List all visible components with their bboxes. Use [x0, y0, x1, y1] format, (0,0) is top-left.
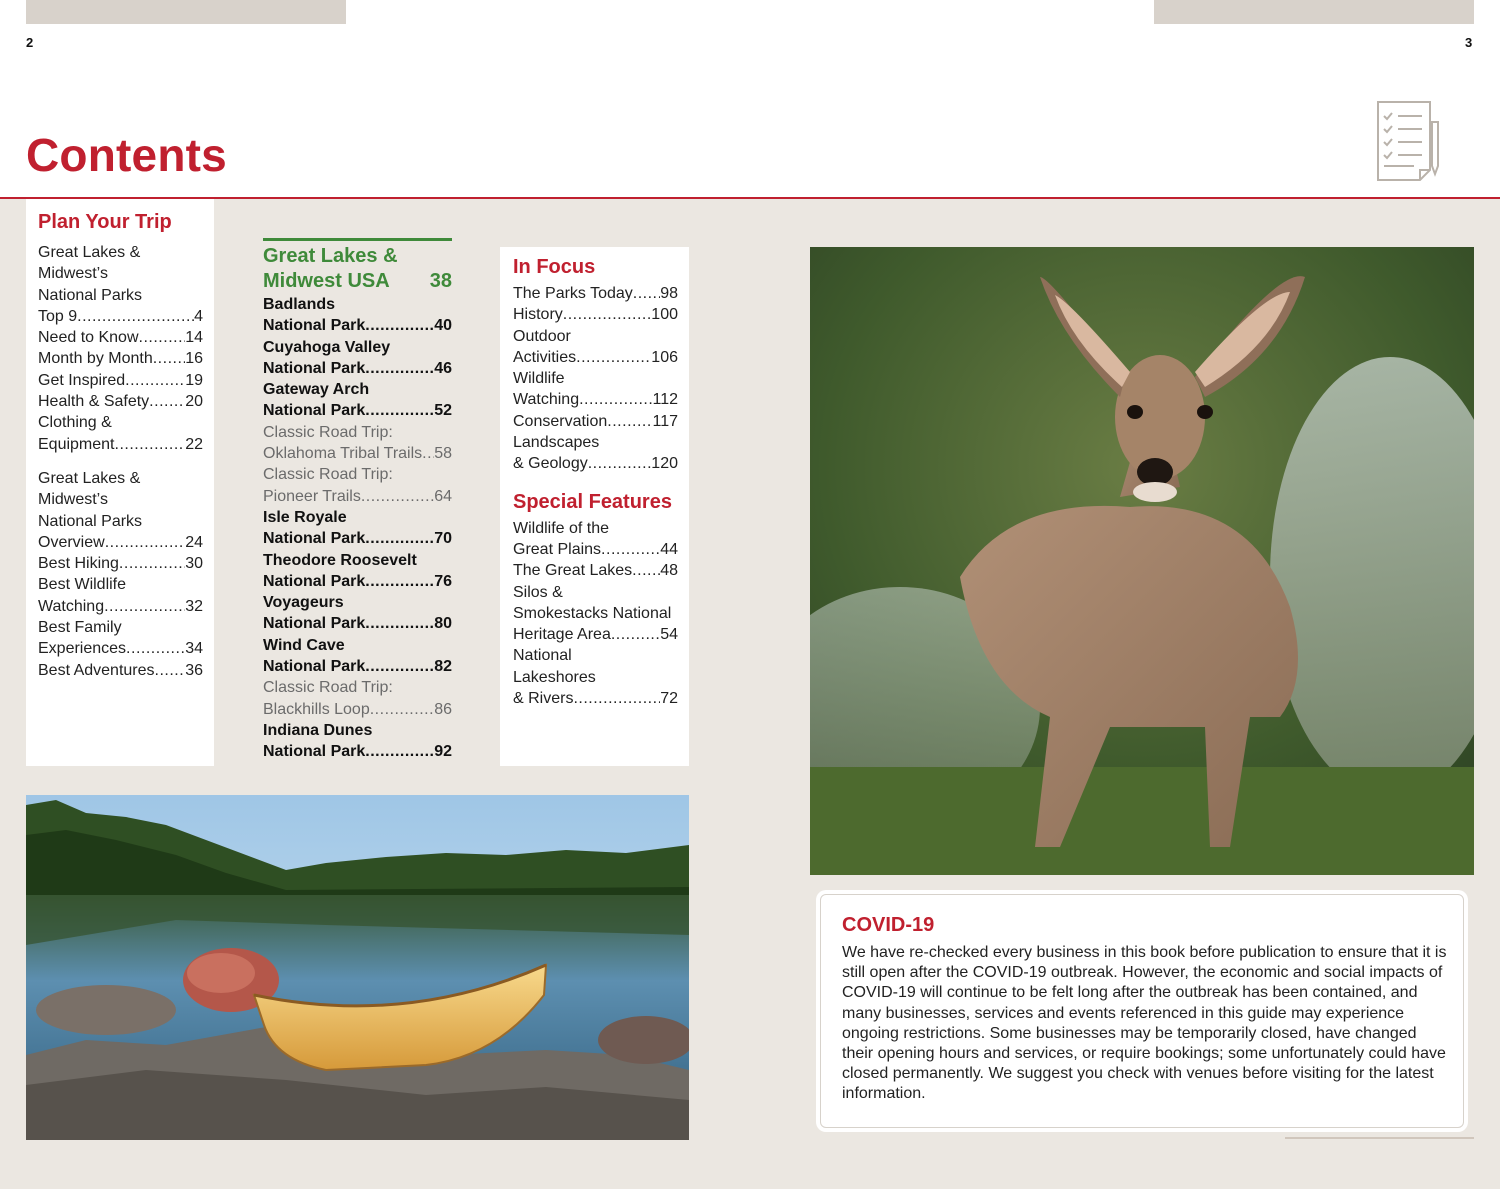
toc-line: Wildlife of the — [513, 519, 610, 537]
toc-entry[interactable]: National Park ..... 52 — [263, 400, 452, 421]
canoe-lake-photo — [26, 795, 689, 1140]
covid-notice — [820, 894, 1464, 1128]
toc-entry[interactable]: & Geology ..... 120 — [513, 453, 678, 474]
toc-line: Lakeshores — [513, 668, 596, 686]
toc-line: Isle Royale — [263, 508, 347, 526]
page-number-left: 2 — [26, 35, 34, 50]
toc-entry[interactable]: Best Adventures ..... 36 — [38, 660, 203, 681]
toc-line: Gateway Arch — [263, 381, 370, 399]
toc-entry[interactable]: Pioneer Trails ..... 64 — [263, 486, 452, 507]
toc-entry[interactable]: Health & Safety ..... 20 — [38, 391, 203, 412]
toc-entry[interactable]: Great Plains ..... 44 — [513, 539, 678, 560]
page-title: Contents — [26, 129, 227, 181]
plan-your-trip-list — [38, 210, 203, 681]
toc-line: Best Family — [38, 619, 122, 637]
toc-entry[interactable]: Month by Month ..... 16 — [38, 348, 203, 369]
region-rule — [263, 238, 452, 241]
toc-line: Wind Cave — [263, 636, 345, 654]
toc-entry[interactable]: National Park ..... 46 — [263, 358, 452, 379]
toc-line: Theodore Roosevelt — [263, 551, 417, 569]
toc-line: National Parks — [38, 286, 143, 304]
toc-entry[interactable]: Watching ..... 112 — [513, 389, 678, 410]
toc-line: Midwest’s — [38, 491, 108, 509]
deer-photo — [810, 247, 1474, 875]
in-focus-heading: In Focus — [513, 256, 596, 278]
region-heading-entry[interactable]: Midwest USA 38 — [263, 270, 452, 292]
covid-body: We have re-checked every business in this book before publication to ensure that it is still open after the COVID-19 outbreak. However, the economic and social impacts of COVID-19 will continue to be felt long after the outbreak has been contained, and many businesses, services and events referenced in this guide may experience ongoing restrictions. Some businesses may be temporarily closed, have changed their opening hours and services, or require bookings; some unfortunately could have closed permanently. We suggest you check with venues before visiting for the latest information. — [842, 944, 1447, 1103]
toc-entry[interactable]: Heritage Area ..... 54 — [513, 624, 678, 645]
plan-heading: Plan Your Trip — [38, 211, 172, 233]
page-number-right: 3 — [1465, 35, 1473, 50]
toc-line: Clothing & — [38, 414, 112, 432]
toc-entry[interactable]: Watching ..... 32 — [38, 596, 203, 617]
toc-line: Indiana Dunes — [263, 721, 373, 739]
toc-line: Outdoor — [513, 327, 571, 345]
toc-entry[interactable]: Overview ..... 24 — [38, 532, 203, 553]
toc-entry[interactable]: National Park ..... 92 — [263, 741, 452, 762]
toc-line: Best Wildlife — [38, 576, 127, 594]
top-tab-left — [26, 0, 346, 24]
toc-line: Great Lakes & — [38, 469, 141, 487]
checklist-document-icon — [1374, 100, 1446, 182]
toc-entry[interactable]: Activities ..... 106 — [513, 347, 678, 368]
covid-heading: COVID-19 — [842, 914, 935, 936]
toc-entry[interactable]: The Parks Today ..... 98 — [513, 283, 678, 304]
top-tab-right — [1154, 0, 1474, 24]
toc-entry[interactable]: Experiences ..... 34 — [38, 638, 203, 659]
toc-line: Great Lakes & — [38, 244, 141, 261]
toc-entry[interactable]: National Park ..... 80 — [263, 613, 452, 634]
toc-entry[interactable]: National Park ..... 82 — [263, 656, 452, 677]
toc-line: National Parks — [38, 512, 143, 530]
toc-line: Classic Road Trip: — [263, 423, 393, 441]
toc-entry[interactable]: National Park ..... 40 — [263, 315, 452, 336]
toc-entry[interactable]: Blackhills Loop ..... 86 — [263, 699, 452, 720]
toc-entry[interactable]: Need to Know ..... 14 — [38, 327, 203, 348]
toc-line: Wildlife — [513, 370, 565, 388]
toc-line: Badlands — [263, 296, 336, 313]
toc-line: National — [513, 647, 572, 665]
toc-line: Classic Road Trip: — [263, 466, 393, 484]
toc-line: Landscapes — [513, 434, 600, 452]
toc-entry[interactable]: Equipment ..... 22 — [38, 434, 203, 455]
toc-line: Cuyahoga Valley — [263, 338, 391, 356]
region-list — [263, 244, 452, 763]
toc-line: Silos & — [513, 583, 563, 601]
toc-entry[interactable]: & Rivers ..... 72 — [513, 688, 678, 709]
toc-entry[interactable]: Oklahoma Tribal Trails ..... 58 — [263, 443, 452, 464]
toc-entry[interactable]: The Great Lakes ..... 48 — [513, 560, 678, 581]
special-features-heading: Special Features — [513, 490, 672, 513]
toc-line: Voyageurs — [263, 594, 344, 612]
toc-entry[interactable]: History ..... 100 — [513, 304, 678, 325]
toc-entry[interactable]: Conservation ..... 117 — [513, 411, 678, 432]
toc-line: Smokestacks National — [513, 604, 672, 622]
toc-entry[interactable]: Top 9 ..... 4 — [38, 306, 203, 327]
footer-rule — [1285, 1137, 1474, 1139]
region-heading-line1: Great Lakes & — [263, 245, 398, 267]
toc-entry[interactable]: National Park ..... 70 — [263, 528, 452, 549]
toc-entry[interactable]: Get Inspired ..... 19 — [38, 370, 203, 391]
toc-entry[interactable]: National Park ..... 76 — [263, 571, 452, 592]
toc-line: Midwest’s — [38, 265, 108, 283]
toc-line: Classic Road Trip: — [263, 679, 393, 697]
toc-entry[interactable]: Best Hiking ..... 30 — [38, 553, 203, 574]
in-focus-list — [513, 255, 678, 709]
